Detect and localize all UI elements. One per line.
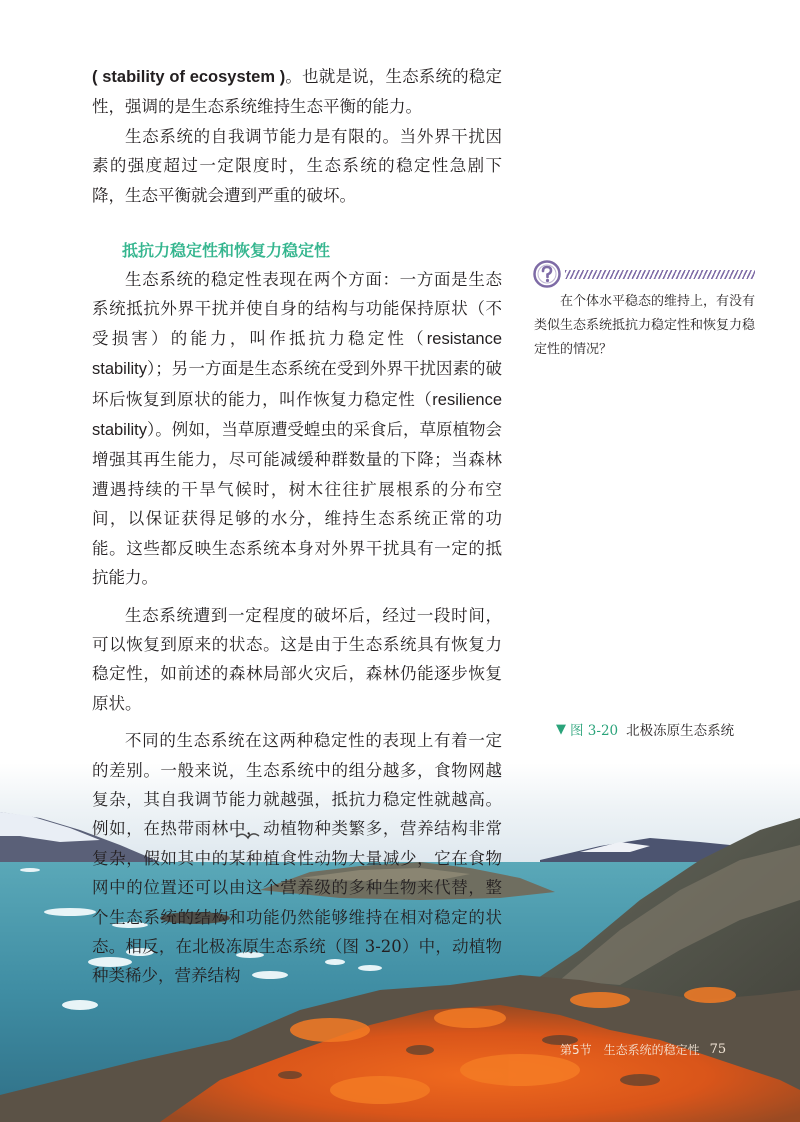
term-resilience-stability: resilience stability bbox=[92, 390, 502, 440]
sidebar-question bbox=[533, 258, 755, 362]
section-heading: 抵抗力稳定性和恢复力稳定性 bbox=[122, 241, 331, 261]
figure-number: 图 3-20 bbox=[570, 723, 619, 739]
paragraph-4: 生态系统遭到一定程度的破坏后，经过一段时间，可以恢复到原来的状态。这是由于生态系统具有恢复力稳定性，如前述的森林局部火灾后，森林仍能逐步恢复原状。 bbox=[92, 605, 502, 713]
main-text-column bbox=[92, 62, 502, 991]
paragraph-2: 生态系统的自我调节能力是有限的。当外界干扰因素的强度超过一定限度时，生态系统的稳定性急剧下降，生态平衡就会遭到严重的破坏。 bbox=[92, 126, 502, 205]
term-stability-of-ecosystem: ( stability of ecosystem ) bbox=[92, 68, 286, 86]
figure-caption bbox=[556, 719, 734, 739]
question-hatch-divider bbox=[565, 270, 755, 279]
paragraph-3-part-a: 生态系统的稳定性表现在两个方面：一方面是生态系统抵抗外界干扰并使自身的结构与功能保持原状（不受损害）的能力，叫作抵抗力稳定性（ bbox=[92, 270, 502, 348]
paragraph-5: 不同的生态系统在这两种稳定性的表现上有着一定的差别。一般来说，生态系统中的组分越多，食物网越复杂，其自我调节能力就越强，抵抗力稳定性就越高。例如，在热带雨林中，动植物种类繁多，营养结构非常复杂，假如其中的某种植食性动物大量减少，它在食物网中的位置还可以由这个营养级的多种生物来代替，整个生态系统的结构和功能仍然能够维持在相对稳定的状态。相反，在北极冻原生态系统（图 3-20）中，动植物种类稀少，营养结构 bbox=[92, 731, 502, 986]
footer-section-title: 第5节 生态系统的稳定性 bbox=[560, 1043, 700, 1057]
paragraph-3-part-b: ）；另一方面是生态系统在受到外界干扰因素的破坏后恢复到原状的能力，叫作恢复力稳定性（ bbox=[92, 359, 502, 409]
question-header bbox=[533, 258, 755, 290]
page-number: 75 bbox=[709, 1042, 727, 1057]
paragraph-3 bbox=[92, 265, 502, 592]
paragraph-1-text: 。也就是说，生态系统的稳定性，强调的是生态系统维持生态平衡的能力。 bbox=[92, 67, 502, 117]
figure-title: 北极冻原生态系统 bbox=[626, 723, 735, 739]
paragraph-3-part-c: ）。例如，当草原遭受蝗虫的采食后，草原植物会增强其再生能力，尽可能减缓种群数量的下降；当森林遭遇持续的干旱气候时，树木往往扩展根系的分布空间，以保证获得足够的水分，维持生态系统正常的功能。这些都反映生态系统本身对外界干扰具有一定的抵抗能力。 bbox=[92, 420, 502, 588]
page-footer bbox=[560, 1041, 726, 1058]
caption-arrow-icon: ▼ bbox=[556, 721, 566, 737]
question-text: 在个体水平稳态的维持上，有没有类似生态系统抵抗力稳定性和恢复力稳定性的情况？ bbox=[534, 294, 756, 357]
term-resistance-stability: resistance stability bbox=[92, 329, 502, 379]
question-icon bbox=[533, 260, 561, 288]
paragraph-1 bbox=[92, 62, 502, 122]
